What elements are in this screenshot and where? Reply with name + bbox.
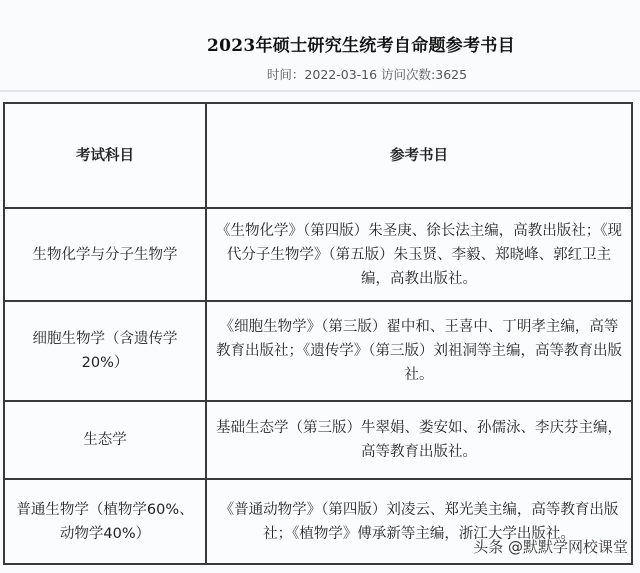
books-cell: 《生物化学》（第四版）朱圣庚、徐长法主编，高教出版社；《现代分子生物学》（第五版）朱玉贤、李毅、郑晓峰、郭红卫主编，高教出版社。 [206,208,632,301]
subject-cell: 细胞生物学（含遗传学20%） [4,301,206,401]
article-meta: 时间：2022-03-16 访问次数:3625 [266,67,468,82]
subject-cell: 生态学 [4,401,206,479]
table-header-row [4,103,632,208]
article-header [0,0,640,90]
subject-cell: 生物化学与分子生物学 [4,208,206,301]
subject-cell: 普通生物学（植物学60%、动物学40%） [4,479,206,564]
reference-book-table [3,102,633,565]
books-cell: 《细胞生物学》（第三版）翟中和、王喜中、丁明孝主编，高等教育出版社；《遗传学》（第三版）刘祖洞等主编，高等教育出版社。 [206,301,632,401]
column-header-books: 参考书目 [206,103,632,208]
books-cell: 基础生态学（第三版）牛翠娟、娄安如、孙儒泳、李庆芬主编，高等教育出版社。 [206,401,632,479]
books-text: 《普通动物学》（第四版）刘凌云、郑光美主编，高等教育出版社；《植物学》傅承新等主编，浙江大学出版社。 [219,501,619,542]
table-row [4,208,632,301]
header-divider [0,90,640,92]
table-row [4,401,632,479]
column-header-subject: 考试科目 [4,103,206,208]
watermark: 头条 @默默学网校课堂 [473,538,628,556]
table-row [4,301,632,401]
page-title: 2023年硕士研究生统考自命题参考书目 [206,36,515,56]
